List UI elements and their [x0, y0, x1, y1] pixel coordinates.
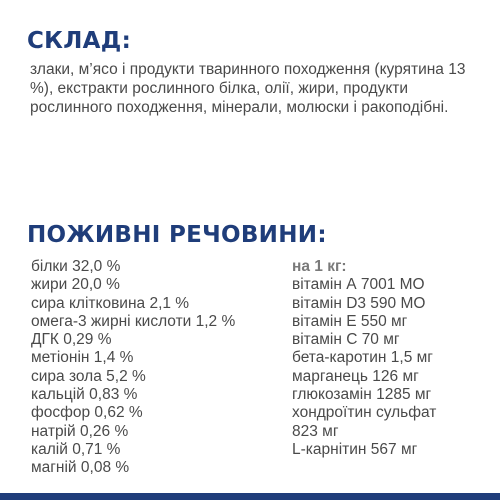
vitamin-item: марганець 126 мг	[292, 367, 419, 385]
composition-heading: СКЛАД:	[27, 28, 132, 54]
vitamin-item: вітамін Е 550 мг	[292, 312, 408, 330]
composition-text: злаки, м’ясо і продукти тваринного походження (курятина 13 %), екстракти рослинного білка, олії, жири, продукти рослинного походження, мінерали, молюски і ракоподібні.	[30, 61, 466, 116]
vitamin-item: вітамін D3 590 МО	[292, 294, 426, 312]
nutrient-item: білки 32,0 %	[31, 258, 121, 275]
nutrient-item: сира зола 5,2 %	[31, 367, 146, 385]
bottom-bar	[0, 493, 500, 500]
nutrient-item: калій 0,71 %	[31, 440, 121, 458]
vitamin-item: глюкозамін 1285 мг	[292, 386, 432, 404]
vitamin-item: L-карнітин 567 мг	[292, 440, 418, 458]
nutrient-item: фосфор 0,62 %	[31, 404, 143, 422]
nutrient-item: метіонін 1,4 %	[31, 349, 134, 367]
vitamin-item: хондроїтин сульфат	[292, 404, 437, 422]
nutrient-item: сира клітковина 2,1 %	[31, 294, 190, 312]
nutrients-left-list	[31, 258, 235, 478]
nutrient-item: натрій 0,26 %	[31, 422, 129, 440]
nutrient-item: жири 20,0 %	[31, 276, 120, 294]
nutrient-item: ДГК 0,29 %	[31, 331, 112, 349]
per-kg-label: на 1 кг:	[292, 258, 347, 275]
nutrients-right-list	[292, 258, 436, 459]
nutrient-item: омега-3 жирні кислоти 1,2 %	[31, 312, 236, 330]
nutrient-item: магній 0,08 %	[31, 459, 130, 477]
vitamin-item: вітамін А 7001 МО	[292, 276, 425, 294]
vitamin-item: бета-каротин 1,5 мг	[292, 349, 433, 367]
nutrients-heading: ПОЖИВНІ РЕЧОВИНИ:	[27, 222, 327, 248]
vitamin-item: 823 мг	[292, 422, 339, 440]
vitamin-item: вітамін С 70 мг	[292, 331, 400, 349]
nutrient-item: кальцій 0,83 %	[31, 386, 138, 404]
